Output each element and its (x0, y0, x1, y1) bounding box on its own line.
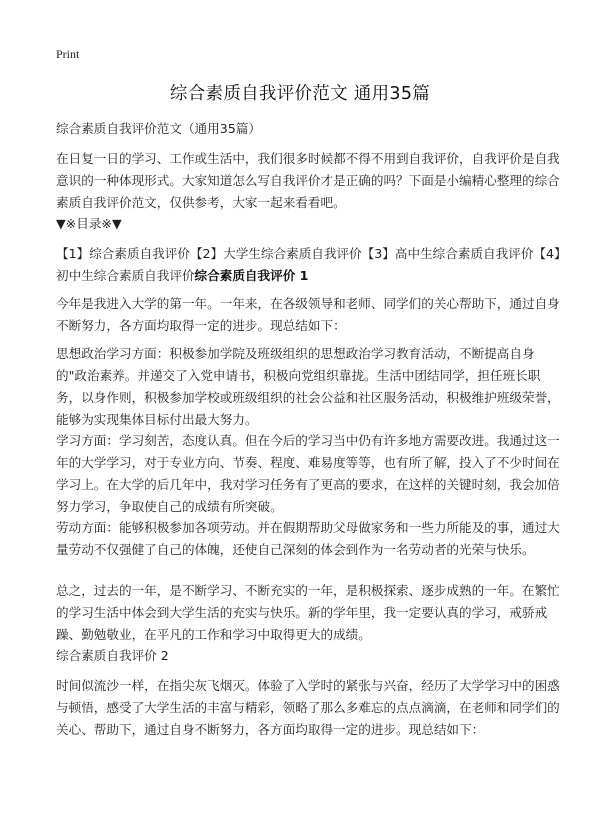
page-title: 综合素质自我评价范文 通用35篇 (169, 84, 431, 104)
table-of-contents (56, 243, 562, 287)
document-subtitle: 综合素质自我评价范文（通用35篇） (56, 121, 261, 136)
intro-paragraph: 在日复一日的学习、工作或生活中，我们很多时候都不得不用到自我评价，自我评价是自我意识的一种体现形式。大家知道怎么写自我评价才是正确的吗？下面是小编精心整理的综合素质自我评价范文，仅供参考，大家一起来看看吧。 (56, 151, 560, 210)
paragraph-4: 劳动方面：能够积极参加各项劳动。并在假期帮助父母做家务和一些力所能及的事，通过大量劳动不仅强健了自己的体魄，还使自己深刻的体会到作为一名劳动者的光荣与快乐。 (56, 520, 560, 557)
section-heading-2: 综合素质自我评价 2 (56, 648, 169, 663)
paragraph-5: 总之，过去的一年，是不断学习、不断充实的一年，是积极探索、逐步成熟的一年。在繁忙的学习生活中体会到大学生活的充实与快乐。新的学年里，我一定要认真的学习，戒骄戒躁、勤勉敬业，在平凡的工作和学习中取得更大的成绩。 (56, 583, 560, 642)
print-label[interactable]: Print (56, 47, 80, 61)
paragraph-2: 思想政治学习方面：积极参加学院及班级组织的思想政治学习教育活动，不断提高自身的"政治素养。并递交了入党申请书，积极向党组织靠拢。生活中团结同学，担任班长职务，以身作则，积极参加学校或班级组织的社会公益和社区服务活动，积极维护班级荣誉，能够为实现集体目标付出最大努力。 (56, 346, 560, 427)
toc-label: ▼※目录※▼ (56, 216, 122, 231)
paragraph-6: 时间似流沙一样，在指尖灰飞烟灭。体验了入学时的紧张与兴奋，经历了大学学习中的困惑与顿悟，感受了大学生活的丰富与精彩，领略了那么多难忘的点点滴滴，在老师和同学们的关心、帮助下，通过自身不断努力，各方面均取得一定的进步。现总结如下： (56, 678, 560, 737)
paragraph-1: 今年是我进入大学的第一年。一年来，在各级领导和老师、同学们的关心帮助下，通过自身不断努力，各方面均取得一定的进步。现总结如下： (56, 296, 560, 333)
paragraph-3: 学习方面：学习刻苦，态度认真。但在今后的学习当中仍有许多地方需要改进。我通过这一年的大学学习，对于专业方向、节奏、程度、难易度等等，也有所了解，投入了不少时间在学习上。在大学的后几年中，我对学习任务有了更高的要求，在这样的关键时刻，我会加倍努力学习，争取使自己的成绩有所突破。 (56, 433, 560, 514)
section-heading-1: 综合素质自我评价 1 (194, 268, 309, 283)
toc-links[interactable]: 【1】综合素质自我评价【2】大学生综合素质自我评价【3】高中生综合素质自我评价【4】初中生综合素质自我评价 (56, 246, 561, 283)
